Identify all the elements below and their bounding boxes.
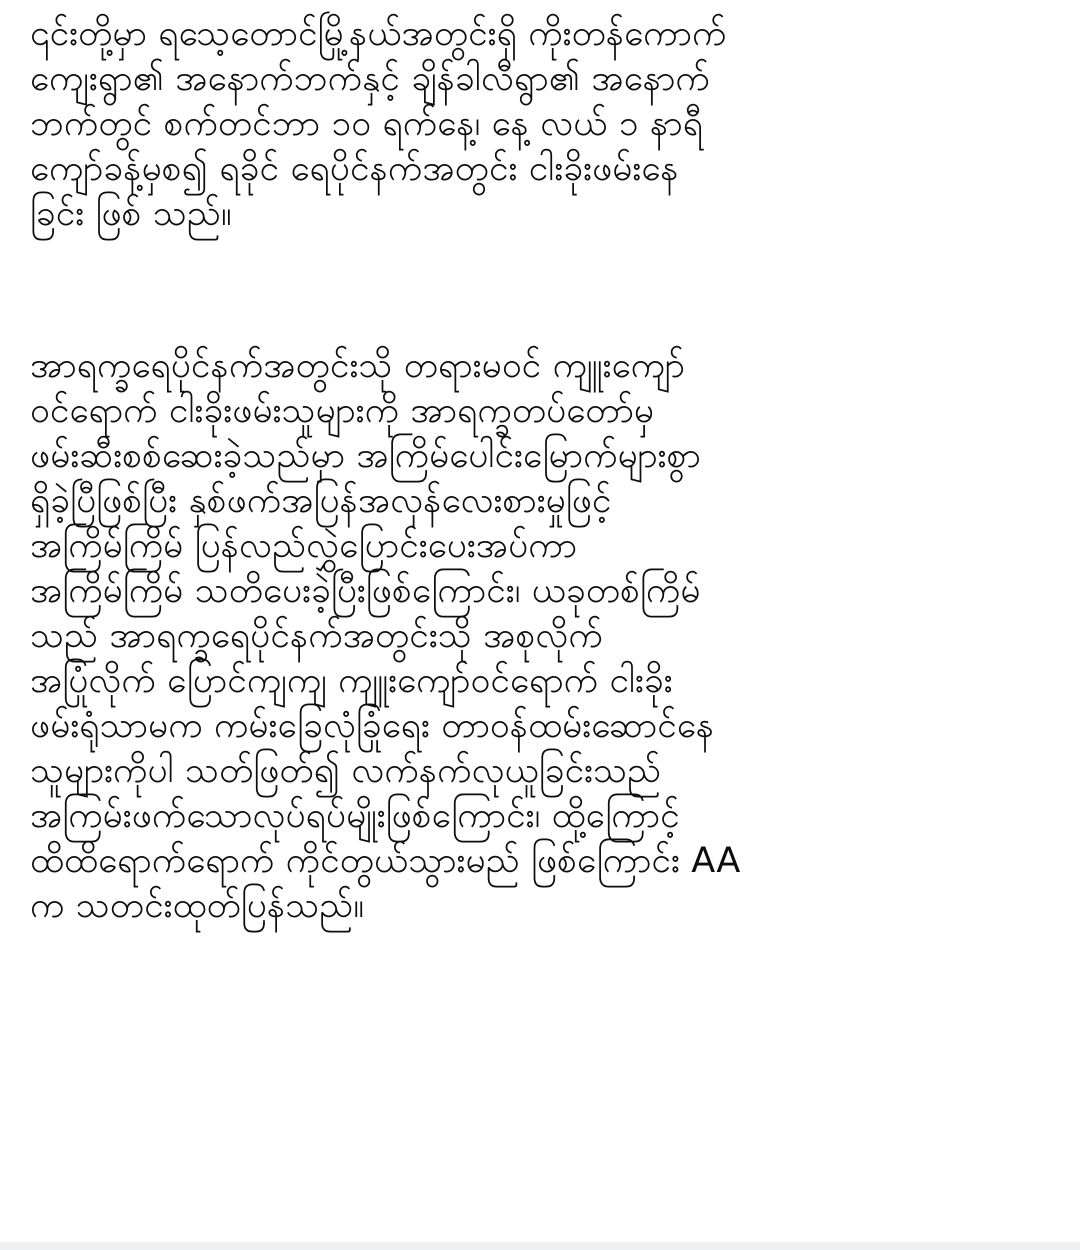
text-line: ခြင်း ဖြစ် သည်။ — [30, 194, 232, 234]
text-line: သည် အာရက္ခရေပိုင်နက်အတွင်းသို အစုလိုက် — [30, 616, 603, 656]
paragraph-1 — [30, 12, 1060, 237]
text-line: အကြမ်းဖက်သောလုပ်ရပ်မျိုးဖြစ်ကြောင်း၊ ထို့ကြောင့် — [30, 796, 680, 836]
text-line: ဖမ်းရုံသာမက ကမ်းခြေလုံခြုံရေး တာဝန်ထမ်းဆောင်နေ — [30, 706, 715, 746]
text-line: ထိထိရောက်ရောက် ကိုင်တွယ်သွားမည် ဖြစ်ကြောင်း AA — [30, 841, 741, 881]
paragraph-2 — [30, 344, 1060, 929]
text-line: ဝင်ရောက် ငါးခိုးဖမ်းသူများကို အာရက္ခတပ်တော်မှ — [30, 391, 655, 431]
text-line: ဖမ်းဆီးစစ်ဆေးခဲ့သည်မှာ အကြိမ်ပေါင်းမြောက်များစွာ — [30, 436, 701, 476]
bottom-divider — [0, 1242, 1080, 1250]
text-line: သူများကိုပါ သတ်ဖြတ်၍ လက်နက်လုယူခြင်းသည် — [30, 751, 662, 791]
text-line: ကျော်ခန့်မှစ၍ ရခိုင် ရေပိုင်နက်အတွင်း ငါးခိုးဖမ်းနေ — [30, 149, 679, 189]
text-line: ကျေးရွာ၏ အနောက်ဘက်နှင့် ချိန်ခါလီရွာ၏ အနောက် — [30, 59, 710, 99]
text-line: က သတင်းထုတ်ပြန်သည်။ — [30, 886, 365, 926]
paragraph-spacer — [30, 237, 1060, 344]
text-line: အာရက္ခရေပိုင်နက်အတွင်းသို တရားမဝင် ကျူးကျော် — [30, 346, 685, 386]
text-line: ၎င်းတို့မှာ ရသေ့တောင်မြို့နယ်အတွင်းရှိ ကိုးတန်ကောက် — [30, 14, 727, 54]
text-line: အကြိမ်ကြိမ် ပြန်လည်လွှဲပြောင်းပေးအပ်ကာ — [30, 526, 578, 566]
text-line: အကြိမ်ကြိမ် သတိပေးခဲ့ပြီးဖြစ်ကြောင်း၊ ယခုတစ်ကြိမ် — [30, 571, 701, 611]
text-line: ဘက်တွင် စက်တင်ဘာ ၁၀ ရက်နေ့၊ နေ့ လယ် ၁ နာရီ — [30, 104, 704, 144]
text-line: အပြုံလိုက် ပြောင်ကျကျ ကျူးကျော်ဝင်ရောက် ငါးခိုး — [30, 661, 673, 701]
text-line: ရှိခဲ့ပြီဖြစ်ပြီး နှစ်ဖက်အပြန်အလှန်လေးစားမှုဖြင့် — [30, 481, 612, 521]
post-body — [30, 12, 1060, 929]
